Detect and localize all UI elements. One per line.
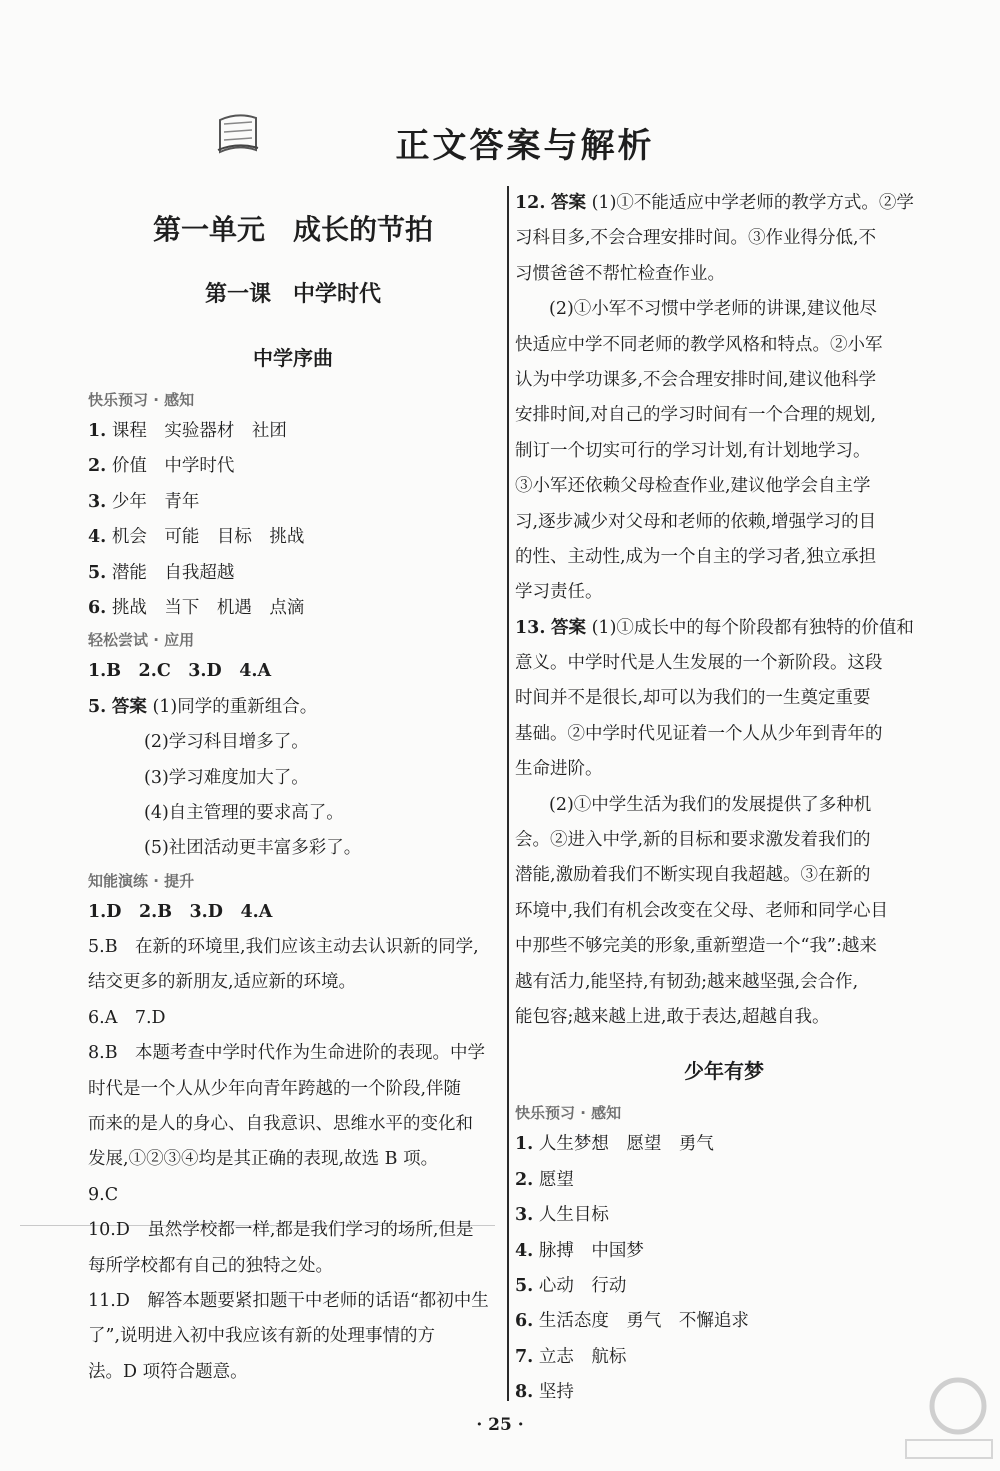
question-number: 13. xyxy=(515,617,546,638)
question-number: 12. xyxy=(515,193,546,213)
list-item xyxy=(88,449,498,484)
answer-line: 11.D 解答本题要紧扣题干中老师的话语“都初中生 xyxy=(88,1290,489,1311)
item-text: 立志 航标 xyxy=(538,1346,627,1367)
answer-line: (2)①中学生活为我们的发展提供了多种机 xyxy=(549,794,872,815)
subsection-label: 快乐预习 · 感知 xyxy=(88,391,195,409)
answer-line: 每所学校都有自己的独特之处。 xyxy=(88,1255,333,1276)
answer-line: 习惯爸爸不帮忙检查作业。 xyxy=(515,263,725,284)
unit-heading: 第一单元 成长的节拍 xyxy=(152,213,433,246)
answer-text: (1)①不能适应中学老师的教学方式。②学 xyxy=(591,193,914,213)
item-number: 8. xyxy=(515,1382,534,1403)
item-number: 1. xyxy=(515,1134,534,1155)
item-number: 7. xyxy=(515,1346,534,1367)
item-text: 脉搏 中国梦 xyxy=(538,1240,644,1261)
item-text: 机会 可能 目标 挑战 xyxy=(111,527,305,548)
subsection-label: 快乐预习 · 感知 xyxy=(515,1104,622,1123)
column-divider xyxy=(507,186,509,1401)
left-column xyxy=(88,186,498,1390)
item-number: 6. xyxy=(515,1311,534,1332)
list-item xyxy=(88,556,498,591)
answer-line: 制订一个切实可行的学习计划,有计划地学习。 xyxy=(515,440,871,461)
item-text: 课程 实验器材 社团 xyxy=(111,421,287,441)
answer-line: 环境中,我们有机会改变在父母、老师和同学心目 xyxy=(515,900,889,921)
list-item xyxy=(515,1234,933,1269)
item-text: 潜能 自我超越 xyxy=(111,562,235,583)
section-heading: 少年有梦 xyxy=(684,1059,764,1084)
item-number: 4. xyxy=(88,527,107,548)
lesson-heading: 第一课 中学时代 xyxy=(204,281,381,307)
answer-line xyxy=(515,611,933,646)
answer-line: 结交更多的新朋友,适应新的环境。 xyxy=(88,972,357,993)
answer-line: 的性、主动性,成为一个自主的学习者,独立承担 xyxy=(515,546,877,567)
question-number: 5. xyxy=(88,696,107,717)
list-item xyxy=(88,485,498,520)
item-text: 愿望 xyxy=(538,1169,574,1190)
answer-line: 意义。中学时代是人生发展的一个新阶段。这段 xyxy=(515,653,883,674)
item-text: 人生目标 xyxy=(538,1205,609,1226)
answer-line: 习,逐步减少对父母和老师的依赖,增强学习的目 xyxy=(515,511,877,532)
item-number: 2. xyxy=(515,1169,534,1190)
item-number: 1. xyxy=(88,421,107,441)
answer-label: 答案 xyxy=(551,617,587,638)
answer-line xyxy=(515,186,933,221)
answer-line: 6.A 7.D xyxy=(88,1007,166,1028)
answer-line: ③小军还依赖父母检查作业,建议他学会自主学 xyxy=(515,476,871,497)
answer-line: 发展,①②③④均是其正确的表现,故选 B 项。 xyxy=(88,1149,439,1170)
answer-line: 潜能,激励着我们不断实现自我超越。③在新的 xyxy=(515,865,871,886)
item-number: 5. xyxy=(88,562,107,583)
answer-line: 习科目多,不会合理安排时间。③作业得分低,不 xyxy=(515,228,877,249)
list-item xyxy=(515,1269,933,1304)
answer-line: 快适应中学不同老师的教学风格和特点。②小军 xyxy=(515,334,883,355)
list-item xyxy=(88,520,498,555)
page-title: 正文答案与解析 xyxy=(395,126,655,166)
answer-line: 8.B 本题考查中学时代作为生命进阶的表现。中学 xyxy=(88,1043,486,1064)
item-text: 心动 行动 xyxy=(538,1275,627,1296)
answer-line: 了”,说明进入初中我应该有新的处理事情的方 xyxy=(88,1326,436,1347)
list-item xyxy=(515,1163,933,1198)
answer-line: (2)①小军不习惯中学老师的讲课,建议他尽 xyxy=(549,299,877,320)
right-column xyxy=(515,186,933,1411)
item-number: 5. xyxy=(515,1275,534,1296)
item-text: 价值 中学时代 xyxy=(111,456,235,477)
answer-line: 越有活力,能坚持,有韧劲;越来越坚强,会合作, xyxy=(515,971,859,992)
answer-line: 基础。②中学时代见证着一个人从少年到青年的 xyxy=(515,723,883,744)
section-heading: 中学序曲 xyxy=(253,346,333,370)
answer-line: 时代是一个人从少年向青年跨越的一个阶段,伴随 xyxy=(88,1078,462,1099)
prep-answer-list xyxy=(88,414,498,626)
subsection-label: 知能演练 · 提升 xyxy=(88,871,195,890)
list-item xyxy=(515,1375,933,1410)
answer-line: 能包容;越来越上进,敢于表达,超越自我。 xyxy=(515,1006,830,1027)
item-text: 挑战 当下 机遇 点滴 xyxy=(111,597,305,618)
list-item xyxy=(515,1198,933,1233)
list-item xyxy=(88,591,498,626)
answer-line: 1.B 2.C 3.D 4.A xyxy=(88,661,272,682)
item-number: 3. xyxy=(515,1205,534,1226)
answer-line: 1.D 2.B 3.D 4.A xyxy=(88,901,273,922)
item-text: 生活态度 勇气 不懈追求 xyxy=(538,1311,749,1332)
answer-line: (5)社团活动更丰富多彩了。 xyxy=(144,838,362,859)
item-number: 4. xyxy=(515,1240,534,1261)
item-number: 6. xyxy=(88,597,107,618)
answer-line: 学习责任。 xyxy=(515,582,603,603)
dream-answer-list xyxy=(515,1127,933,1410)
page-number: · 25 · xyxy=(476,1415,524,1435)
answer-line xyxy=(88,690,498,725)
answer-line: 法。D 项符合题意。 xyxy=(88,1361,248,1382)
answer-line: 9.C xyxy=(88,1184,119,1205)
answer-line: (4)自主管理的要求高了。 xyxy=(144,802,344,823)
answer-line: 认为中学功课多,不会合理安排时间,建议他科学 xyxy=(515,369,877,390)
answer-line: 5.B 在新的环境里,我们应该主动去认识新的同学, xyxy=(88,937,479,958)
answer-line: 时间并不是很长,却可以为我们的一生奠定重要 xyxy=(515,688,871,709)
list-item xyxy=(515,1340,933,1375)
answer-line: (3)学习难度加大了。 xyxy=(144,767,309,788)
answer-line: 安排时间,对自己的学习时间有一个合理的规划, xyxy=(515,405,877,426)
answer-line: 而来的是人的身心、自我意识、思维水平的变化和 xyxy=(88,1114,473,1135)
subsection-label: 轻松尝试 · 应用 xyxy=(88,631,195,650)
answer-text: (1)同学的重新组合。 xyxy=(152,696,318,717)
item-number: 2. xyxy=(88,456,107,477)
answer-line: 中那些不够完美的形象,重新塑造一个“我”:越来 xyxy=(515,936,877,957)
answer-line: 生命进阶。 xyxy=(515,759,603,780)
list-item xyxy=(515,1127,933,1162)
answer-line: 10.D 虽然学校都一样,都是我们学习的场所,但是 xyxy=(88,1220,474,1241)
list-item xyxy=(515,1304,933,1339)
item-text: 少年 青年 xyxy=(111,491,200,512)
answer-text: (1)①成长中的每个阶段都有独特的价值和 xyxy=(591,617,914,638)
item-text: 坚持 xyxy=(538,1382,574,1403)
item-text: 人生梦想 愿望 勇气 xyxy=(538,1134,714,1155)
list-item xyxy=(88,414,498,449)
answer-line: 会。②进入中学,新的目标和要求激发着我们的 xyxy=(515,830,871,851)
answer-label: 答案 xyxy=(551,193,587,213)
item-number: 3. xyxy=(88,491,107,512)
answer-line: (2)学习科目增多了。 xyxy=(144,732,309,753)
watermark-logo-icon xyxy=(900,1370,995,1465)
answer-label: 答案 xyxy=(111,696,147,717)
